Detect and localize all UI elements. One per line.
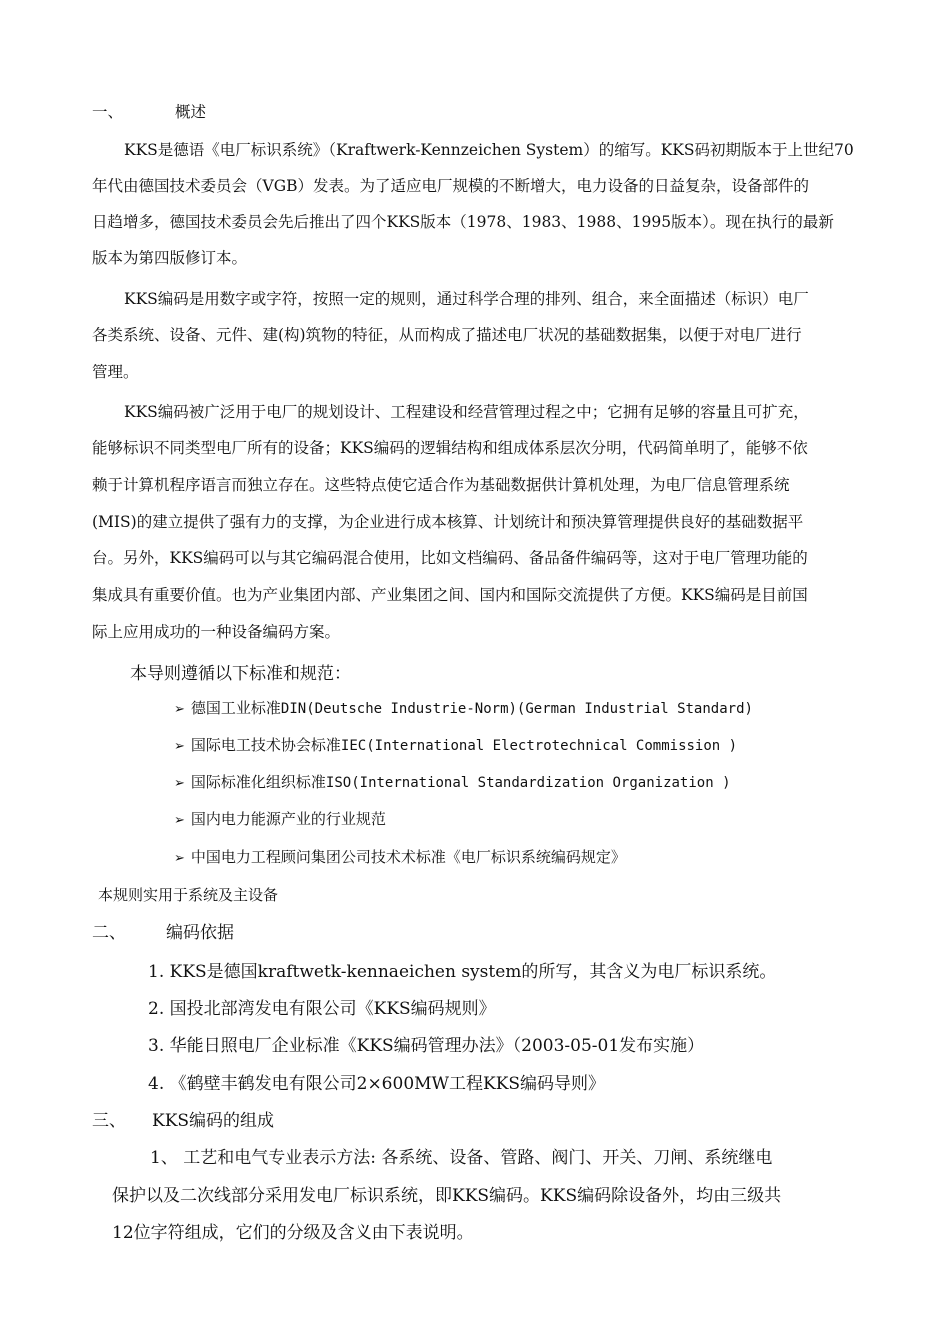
paragraph-line: 保护以及二次线部分采用发电厂标识系统，即KKS编码。KKS编码除设备外，均由三级共: [112, 1186, 782, 1206]
paragraph-line: 年代由德国技术委员会（VGB）发表。为了适应电厂规模的不断增大，电力设备的日益复杂，设备部件的: [92, 177, 809, 195]
section-2-number: 二、: [92, 923, 126, 943]
paragraph-line: (MIS)的建立提供了强有力的支撑，为企业进行成本核算、计划统计和预决算管理提供良好的基础数据平: [92, 513, 804, 531]
section-3-number: 三、: [92, 1111, 126, 1131]
section-3-title: KKS编码的组成: [152, 1111, 275, 1131]
standards-intro: 本导则遵循以下标准和规范：: [130, 664, 351, 684]
paragraph-line: 12位字符组成，它们的分级及含义由下表说明。: [112, 1223, 474, 1243]
paragraph-line: 日趋增多，德国技术委员会先后推出了四个KKS版本（1978、1983、1988、1995版本）。现在执行的最新: [92, 213, 834, 231]
basis-item: 2. 国投北部湾发电有限公司《KKS编码规则》: [148, 999, 496, 1019]
standard-list-item: [174, 734, 737, 755]
paragraph-line: KKS编码是用数字或字符，按照一定的规则，通过科学合理的排列、组合，来全面描述（标识）电厂: [124, 290, 809, 308]
arrow-bullet-icon: ➢: [174, 739, 185, 754]
basis-item: 3. 华能日照电厂企业标准《KKS编码管理办法》（2003-05-01发布实施）: [148, 1036, 705, 1056]
arrow-bullet-icon: ➢: [174, 702, 185, 717]
section-1-title: 概述: [175, 103, 207, 121]
standard-en: IEC(International Electrotechnical Commission ): [340, 738, 738, 754]
standard-list-item: [174, 697, 753, 718]
standard-list-item: [174, 808, 386, 829]
paragraph-line: 管理。: [92, 363, 139, 381]
section-1-number: 一、: [92, 103, 124, 121]
paragraph-line: 版本为第四版修订本。: [92, 249, 248, 267]
paragraph-line: 能够标识不同类型电厂所有的设备；KKS编码的逻辑结构和组成体系层次分明，代码简单明了，能够不依: [92, 439, 808, 457]
paragraph-line: 各类系统、设备、元件、建(构)筑物的特征，从而构成了描述电厂状况的基础数据集，以便于对电厂进行: [92, 326, 802, 344]
standard-cn: 国际电工技术协会标准: [190, 736, 341, 754]
paragraph-line: 集成具有重要价值。也为产业集团内部、产业集团之间、国内和国际交流提供了方便。KKS编码是目前国: [92, 586, 808, 604]
arrow-bullet-icon: ➢: [174, 776, 185, 791]
paragraph-line: 台。另外，KKS编码可以与其它编码混合使用，比如文档编码、备品备件编码等，这对于电厂管理功能的: [92, 549, 808, 567]
paragraph-line: KKS编码被广泛用于电厂的规划设计、工程建设和经营管理过程之中；它拥有足够的容量且可扩充，: [124, 403, 809, 421]
arrow-bullet-icon: ➢: [174, 813, 185, 828]
arrow-bullet-icon: ➢: [174, 851, 185, 866]
basis-item: 4. 《鹤壁丰鹤发电有限公司2×600MW工程KKS编码导则》: [148, 1074, 606, 1094]
standard-en: ISO(International Standardization Organization ): [325, 775, 731, 791]
paragraph-line: KKS是德语《电厂标识系统》（Kraftwerk-Kennzeichen System）的缩写。KKS码初期版本于上世纪70: [124, 141, 854, 159]
standard-list-item: [174, 846, 626, 867]
paragraph-line: 际上应用成功的一种设备编码方案。: [92, 623, 341, 641]
standard-cn: 国内电力能源产业的行业规范: [190, 810, 386, 828]
standard-cn: 中国电力工程顾问集团公司技术术标准《电厂标识系统编码规定》: [190, 848, 626, 866]
paragraph-line: 赖于计算机程序语言而独立存在。这些特点使它适合作为基础数据供计算机处理，为电厂信息管理系统: [92, 476, 790, 494]
scope-note: 本规则实用于系统及主设备: [98, 886, 279, 904]
section-2-heading: [92, 918, 234, 943]
standard-cn: 德国工业标准: [190, 699, 281, 717]
standard-list-item: [174, 771, 731, 792]
section-1-heading: [92, 100, 206, 122]
standard-en: DIN(Deutsche Industrie-Norm)(German Industrial Standard): [280, 701, 753, 717]
section-2-title: 编码依据: [166, 923, 234, 943]
basis-item: 1. KKS是德国kraftwetk-kennaeichen system的所写，其含义为电厂标识系统。: [148, 962, 777, 982]
paragraph-line: 1、 工艺和电气专业表示方法: 各系统、设备、管路、阀门、开关、刀闸、系统继电: [150, 1148, 773, 1168]
section-3-heading: [92, 1106, 274, 1131]
standard-cn: 国际标准化组织标准: [190, 773, 326, 791]
